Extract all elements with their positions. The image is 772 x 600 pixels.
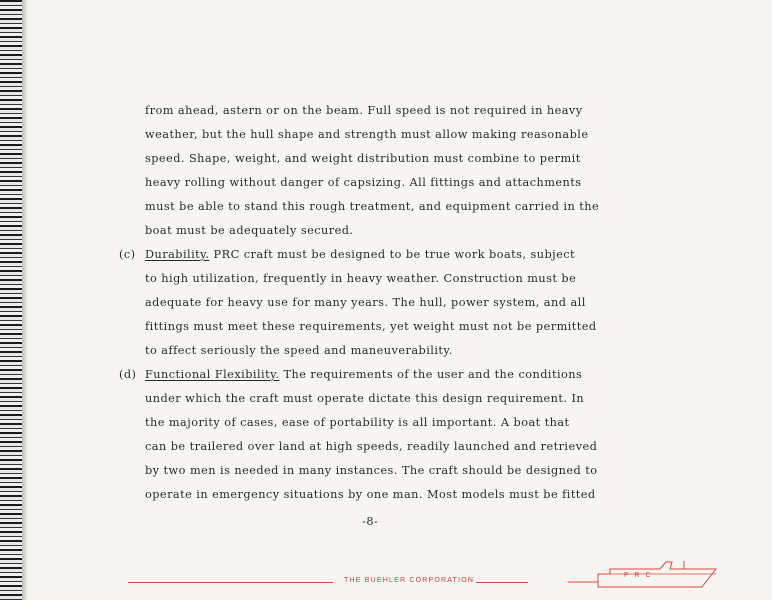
binding-shadow	[22, 0, 28, 600]
section-c-heading: Durability.	[145, 248, 210, 261]
section-c-first-line-text: PRC craft must be designed to be true work boats, subject	[209, 248, 575, 261]
section-c-line: to high utilization, frequently in heavy weather. Construction must be	[145, 272, 577, 285]
section-d-heading: Functional Flexibility.	[145, 368, 280, 381]
book-binding	[0, 0, 22, 600]
section-d-first-line	[145, 363, 582, 387]
section-c-line: fittings must meet these requirements, yet weight must not be permitted	[145, 320, 597, 333]
section-d-line: operate in emergency situations by one man. Most models must be fitted	[145, 488, 596, 501]
section-c-label: (c)	[119, 248, 136, 261]
footer-rule-left	[128, 582, 333, 583]
body-line: heavy rolling without danger of capsizing. All fittings and attachments	[145, 176, 582, 189]
logo-text: P R C	[624, 572, 653, 579]
section-c-line: adequate for heavy use for many years. The hull, power system, and all	[145, 296, 586, 309]
body-line: speed. Shape, weight, and weight distribution must combine to permit	[145, 152, 581, 165]
section-d-line: under which the craft must operate dictate this design requirement. In	[145, 392, 585, 405]
prc-boat-logo-icon	[568, 555, 718, 595]
section-d-line: can be trailered over land at high speeds, readily launched and retrieved	[145, 440, 598, 453]
page-number: -8-	[362, 515, 379, 528]
footer-rule-right	[476, 582, 528, 583]
body-line: must be able to stand this rough treatment, and equipment carried in the	[145, 200, 600, 213]
section-d-line: the majority of cases, ease of portability is all important. A boat that	[145, 416, 570, 429]
body-line: boat must be adequately secured.	[145, 224, 354, 237]
section-d-first-line-text: The requirements of the user and the conditions	[279, 368, 583, 381]
section-d-line: by two men is needed in many instances. The craft should be designed to	[145, 464, 598, 477]
section-c-line: to affect seriously the speed and maneuverability.	[145, 344, 453, 357]
section-d-label: (d)	[119, 368, 137, 381]
section-c-first-line	[145, 243, 575, 267]
body-line: weather, but the hull shape and strength must allow making reasonable	[145, 128, 589, 141]
footer-company-name: THE BUEHLER CORPORATION	[344, 577, 475, 584]
body-line: from ahead, astern or on the beam. Full speed is not required in heavy	[145, 104, 583, 117]
